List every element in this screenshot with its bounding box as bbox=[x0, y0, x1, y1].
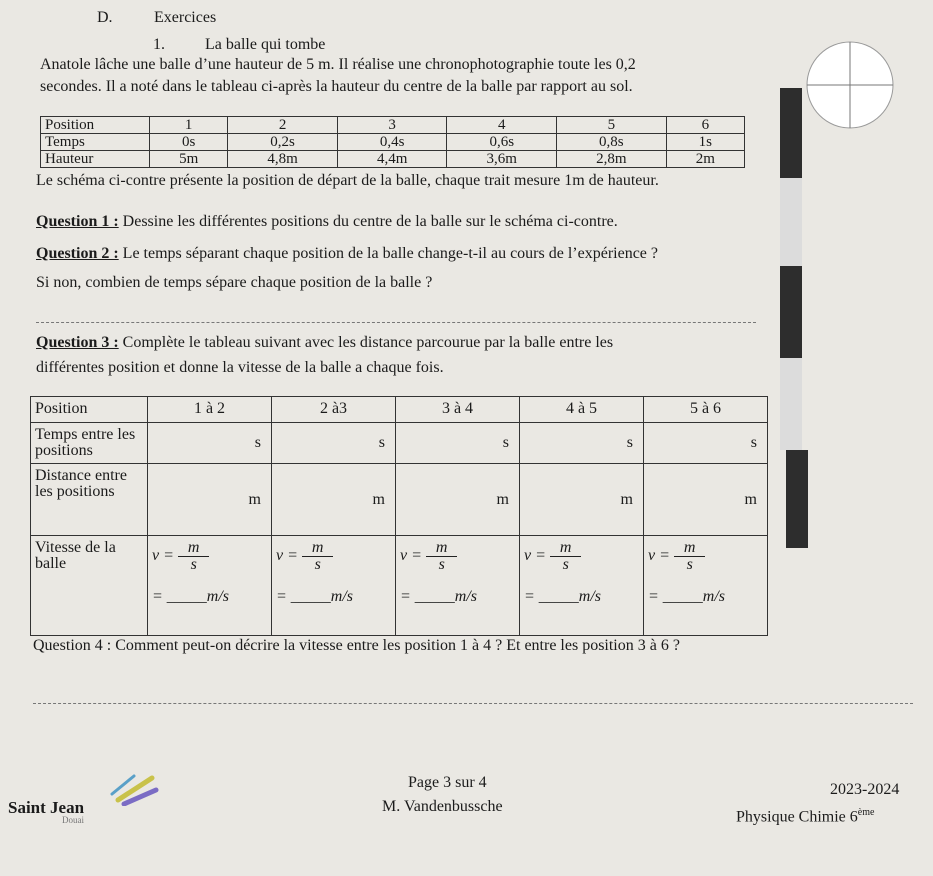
speed-cell bbox=[396, 536, 520, 636]
scale-bar-dark bbox=[780, 266, 802, 358]
unit-label: s bbox=[750, 434, 757, 451]
table-cell: 5m bbox=[150, 151, 228, 168]
unit-label: s bbox=[254, 434, 261, 451]
scale-bar-dark bbox=[780, 88, 802, 178]
speed-result: = _____m/s bbox=[152, 588, 230, 605]
school-city: Douai bbox=[62, 815, 84, 825]
scale-bar-light bbox=[780, 358, 802, 450]
frac-den: s bbox=[686, 556, 693, 573]
frac-num: m bbox=[550, 540, 582, 557]
v-symbol: v = bbox=[276, 547, 298, 565]
speed-result: = _____m/s bbox=[400, 588, 478, 605]
table-row bbox=[41, 134, 745, 151]
speed-result: = _____m/s bbox=[648, 588, 726, 605]
table-cell: 0,4s bbox=[337, 134, 447, 151]
question-1-label: Question 1 : bbox=[36, 213, 119, 230]
intro-line-2: secondes. Il a noté dans le tableau ci-après la hauteur du centre de la balle par rapport au sol. bbox=[40, 78, 633, 95]
school-name: Saint Jean bbox=[8, 798, 85, 817]
table-row bbox=[31, 423, 768, 464]
question-2 bbox=[36, 244, 658, 264]
table-cell: 4 à 5 bbox=[520, 397, 644, 423]
table-cell: 1s bbox=[666, 134, 744, 151]
section-letter: D. bbox=[97, 9, 113, 26]
table-cell: 5 bbox=[557, 117, 667, 134]
ball-diagram bbox=[805, 40, 895, 130]
teacher-name: M. Vandenbussche bbox=[382, 798, 503, 815]
question-1-text: Dessine les différentes positions du centre de la balle sur le schéma ci-contre. bbox=[122, 213, 618, 230]
intro-line-1: Anatole lâche une balle d’une hauteur de 5 m. Il réalise une chronophotographie toute les 0,2 bbox=[40, 56, 636, 73]
table-cell: 6 bbox=[666, 117, 744, 134]
table-cell: 2 bbox=[228, 117, 338, 134]
table-cell: 0s bbox=[150, 134, 228, 151]
table-cell: 3 à 4 bbox=[396, 397, 520, 423]
table-cell: 0,8s bbox=[557, 134, 667, 151]
table-cell: Temps entre les positions bbox=[31, 423, 148, 464]
table-cell: 0,6s bbox=[447, 134, 557, 151]
v-symbol: v = bbox=[400, 547, 422, 565]
speed-cell bbox=[520, 536, 644, 636]
unit-label: m bbox=[620, 491, 633, 508]
table-cell: 1 à 2 bbox=[148, 397, 272, 423]
table-cell: 2,8m bbox=[557, 151, 667, 168]
unit-label: m bbox=[248, 491, 261, 508]
table-row bbox=[41, 151, 745, 168]
table-cell: Distance entre les positions bbox=[31, 464, 148, 536]
question-2-text-2: Si non, combien de temps sépare chaque position de la balle ? bbox=[36, 274, 433, 291]
position-time-height-table bbox=[40, 116, 745, 168]
frac-den: s bbox=[190, 556, 197, 573]
speed-cell bbox=[148, 536, 272, 636]
speed-cell bbox=[272, 536, 396, 636]
unit-label: s bbox=[626, 434, 633, 451]
question-3-text: Complète le tableau suivant avec les distance parcourue par la balle entre les bbox=[122, 334, 614, 351]
table-cell: 3 bbox=[337, 117, 447, 134]
table-cell: 4,4m bbox=[337, 151, 447, 168]
answer-line bbox=[33, 703, 913, 704]
frac-den: s bbox=[438, 556, 445, 573]
speed-table bbox=[30, 396, 768, 636]
subject-sup: ème bbox=[857, 807, 875, 818]
scale-bar-light bbox=[780, 178, 802, 266]
speed-cell bbox=[644, 536, 768, 636]
unit-label: m bbox=[496, 491, 509, 508]
exercise-number: 1. bbox=[153, 36, 165, 53]
table-cell: 2 à3 bbox=[272, 397, 396, 423]
unit-label: m bbox=[372, 491, 385, 508]
question-3-text-2: différentes position et donne la vitesse de la balle a chaque fois. bbox=[36, 359, 444, 376]
question-3 bbox=[36, 333, 613, 353]
table-cell: Position bbox=[41, 117, 150, 134]
table-cell: Vitesse de la balle bbox=[31, 536, 148, 636]
page-number: Page 3 sur 4 bbox=[408, 774, 487, 791]
question-2-text: Le temps séparant chaque position de la balle change-t-il au cours de l’expérience ? bbox=[122, 245, 658, 262]
v-symbol: v = bbox=[152, 547, 174, 565]
unit-label: s bbox=[378, 434, 385, 451]
frac-num: m bbox=[426, 540, 458, 557]
table-row bbox=[31, 397, 768, 423]
v-symbol: v = bbox=[524, 547, 546, 565]
table-row bbox=[31, 536, 768, 636]
table-cell: Position bbox=[31, 397, 148, 423]
speed-result: = _____m/s bbox=[276, 588, 354, 605]
scale-bar-dark bbox=[786, 450, 808, 548]
school-logo-icon bbox=[108, 772, 160, 806]
table-row bbox=[31, 464, 768, 536]
question-2-label: Question 2 : bbox=[36, 245, 119, 262]
frac-num: m bbox=[302, 540, 334, 557]
school-year: 2023-2024 bbox=[830, 781, 900, 798]
question-1 bbox=[36, 212, 618, 232]
table-cell: 4 bbox=[447, 117, 557, 134]
table-cell: 0,2s bbox=[228, 134, 338, 151]
table-cell: 5 à 6 bbox=[644, 397, 768, 423]
frac-num: m bbox=[674, 540, 706, 557]
answer-line bbox=[36, 322, 756, 323]
table-row bbox=[41, 117, 745, 134]
unit-label: s bbox=[502, 434, 509, 451]
subject-text: Physique Chimie 6 bbox=[736, 808, 858, 826]
speed-result: = _____m/s bbox=[524, 588, 602, 605]
table-cell: 4,8m bbox=[228, 151, 338, 168]
schema-note: Le schéma ci-contre présente la position de départ de la balle, chaque trait mesure 1m de hauteur. bbox=[36, 172, 659, 189]
question-4: Question 4 : Comment peut-on décrire la vitesse entre les position 1 à 4 ? Et entre les position 3 à 6 ? bbox=[33, 637, 680, 654]
table-cell: 1 bbox=[150, 117, 228, 134]
unit-label: m bbox=[744, 491, 757, 508]
table-cell: 2m bbox=[666, 151, 744, 168]
frac-num: m bbox=[178, 540, 210, 557]
table-cell: 3,6m bbox=[447, 151, 557, 168]
section-title: Exercices bbox=[154, 9, 217, 26]
v-symbol: v = bbox=[648, 547, 670, 565]
frac-den: s bbox=[562, 556, 569, 573]
subject bbox=[736, 803, 874, 827]
frac-den: s bbox=[314, 556, 321, 573]
exercise-title: La balle qui tombe bbox=[205, 36, 326, 53]
table-cell: Hauteur bbox=[41, 151, 150, 168]
question-3-label: Question 3 : bbox=[36, 334, 119, 351]
table-cell: Temps bbox=[41, 134, 150, 151]
